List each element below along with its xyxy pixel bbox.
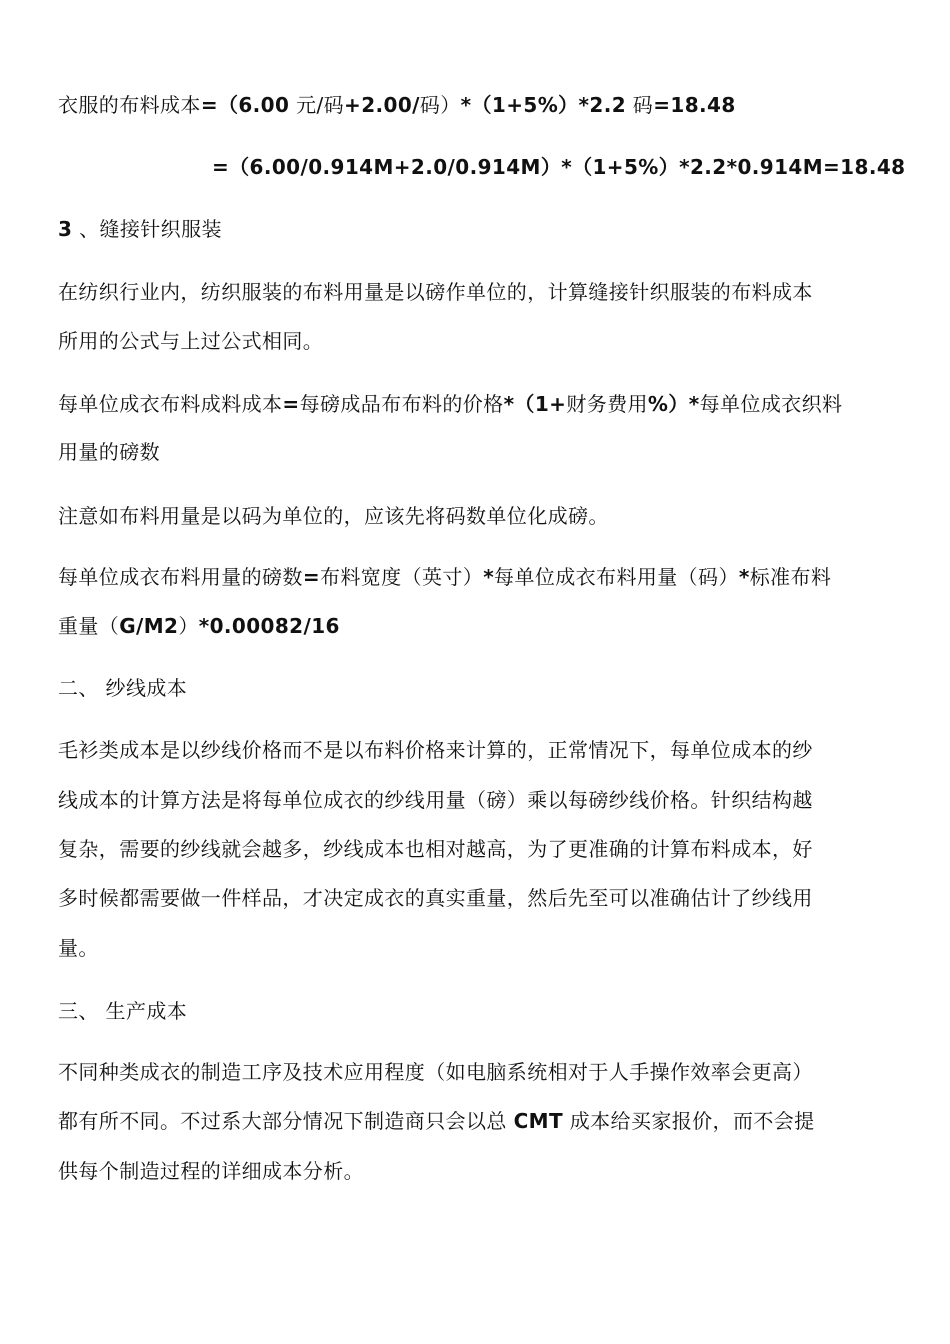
text-fragment: 每单位成衣布料用量（码）	[494, 565, 739, 589]
fabric-cost-formula-meters: =（6.00/0.914M+2.0/0.914M）*（1+5%）*2.2*0.914M=18.48	[212, 155, 906, 179]
pound-conversion-formula	[58, 563, 898, 591]
cost-per-unit-formula	[58, 390, 898, 418]
text-fragment: %）*	[647, 392, 700, 416]
pound-conversion-formula-cont	[58, 612, 898, 640]
text-fragment: =	[302, 565, 320, 589]
paragraph-line	[58, 1107, 898, 1135]
text-fragment: 都有所不同。不过系大部分情况下制造商只会以总	[58, 1109, 514, 1133]
text-fragment: 衣服的布料成本	[58, 93, 201, 117]
text-fragment: 成本给买家报价，而不会提	[563, 1109, 815, 1133]
text-fragment: *	[738, 565, 750, 589]
paragraph-line: 多时候都需要做一件样品，才决定成衣的真实重量，然后先至可以准确估计了纱线用	[58, 886, 813, 910]
paragraph-line: 供每个制造过程的详细成本分析。	[58, 1159, 364, 1183]
paragraph-line: 不同种类成衣的制造工序及技术应用程度（如电脑系统相对于人手操作效率会更高）	[58, 1060, 813, 1084]
fabric-cost-formula-yards	[58, 91, 898, 119]
text-fragment: =18.48	[653, 93, 736, 117]
text-fragment: 财务费用	[566, 392, 648, 416]
text-fragment: 码）	[419, 93, 461, 117]
text-fragment: *（1+	[503, 392, 567, 416]
text-fragment: ）	[178, 614, 199, 638]
text-fragment: 重量（	[58, 614, 120, 638]
text-fragment: *	[483, 565, 495, 589]
text-fragment: *（1+5%）*2.2	[460, 93, 627, 117]
paragraph-line: 注意如布料用量是以码为单位的，应该先将码数单位化成磅。	[58, 504, 609, 528]
text-fragment: 码	[626, 93, 654, 117]
paragraph-line: 线成本的计算方法是将每单位成衣的纱线用量（磅）乘以每磅纱线价格。针织结构越	[58, 788, 813, 812]
paragraph-line: 毛衫类成本是以纱线价格而不是以布料价格来计算的，正常情况下，每单位成本的纱	[58, 738, 813, 762]
text-fragment: G/M2	[119, 614, 179, 638]
text-fragment: 每单位成衣布料成料成本	[58, 392, 283, 416]
text-fragment: 每单位成衣织料	[699, 392, 843, 416]
section-heading-production: 三、 生产成本	[58, 999, 188, 1023]
paragraph-line: 量。	[58, 936, 99, 960]
section-heading-yarn: 二、 纱线成本	[58, 676, 188, 700]
text-fragment: *0.00082/16	[198, 614, 340, 638]
text-fragment: 每磅成品布布料的价格	[299, 392, 504, 416]
text-fragment: =（6.00	[200, 93, 290, 117]
paragraph-line: 所用的公式与上过公式相同。	[58, 329, 324, 353]
text-fragment: =	[282, 392, 300, 416]
text-fragment: 每单位成衣布料用量的磅数	[58, 565, 303, 589]
section-number: 3	[58, 217, 73, 241]
text-fragment: +2.00/	[344, 93, 420, 117]
text-fragment: 标准布料	[749, 565, 832, 589]
paragraph-line: 用量的磅数	[58, 440, 160, 464]
cmt-term: CMT	[513, 1109, 563, 1133]
paragraph-line: 在纺织行业内，纺织服装的布料用量是以磅作单位的，计算缝接针织服装的布料成本	[58, 280, 813, 304]
text-fragment: 布料宽度（英寸）	[319, 565, 484, 589]
text-fragment: 元/码	[289, 93, 345, 117]
section-heading-knit	[58, 215, 898, 243]
paragraph-line: 复杂，需要的纱线就会越多，纱线成本也相对越高，为了更准确的计算布料成本，好	[58, 837, 813, 861]
section-title: 、缝接针织服装	[72, 217, 222, 241]
